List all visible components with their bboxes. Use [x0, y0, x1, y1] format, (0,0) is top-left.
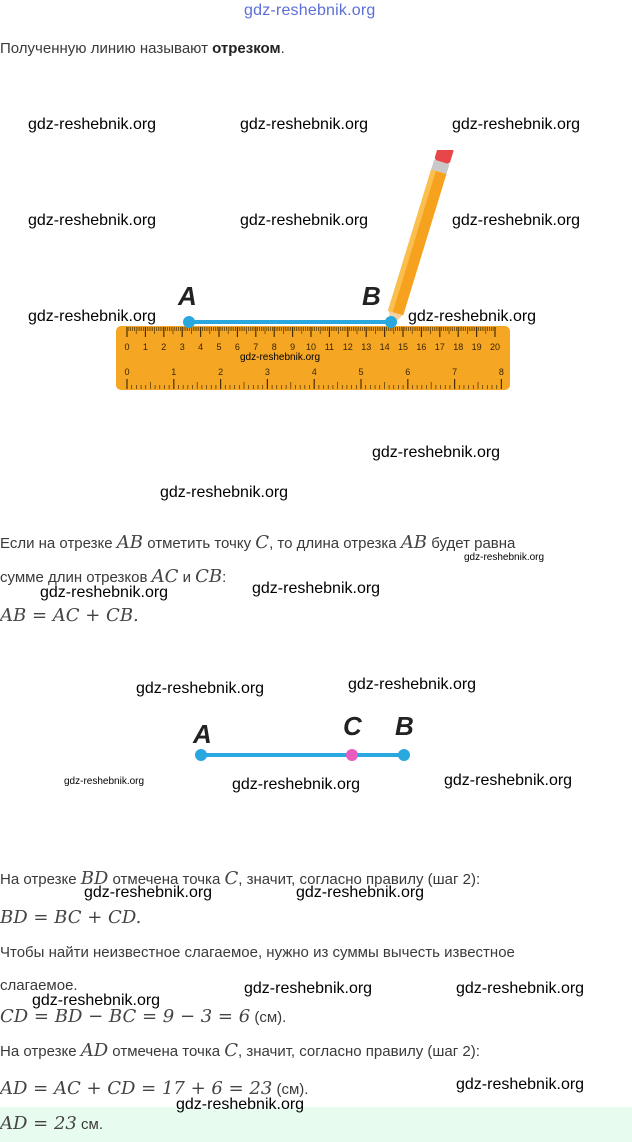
- formula2: BD = BC + CD.: [0, 907, 142, 928]
- ruler-top-label: 19: [471, 342, 482, 352]
- ruler-top-label: 5: [216, 342, 222, 352]
- p4-text: На отрезке: [0, 1043, 81, 1060]
- ruler-top-label: 2: [161, 342, 167, 352]
- answer-expr: AD = 23: [0, 1113, 77, 1134]
- p2-text: На отрезке: [0, 871, 81, 888]
- p1-math-ac: AC: [151, 566, 179, 587]
- ruler-top-label: 17: [434, 342, 445, 352]
- segment-label-a: A: [193, 719, 212, 749]
- ruler-top-label: 10: [305, 342, 317, 352]
- formula3-unit: (см).: [250, 1009, 287, 1026]
- ruler-bottom-label: 5: [358, 367, 364, 377]
- ruler-top-label: 8: [271, 342, 277, 352]
- p2-text: , значит, согласно правилу (шаг 2):: [238, 871, 481, 888]
- watermark: gdz-reshebnik.org: [296, 884, 425, 901]
- ruler-top-label: 15: [397, 342, 409, 352]
- answer: [0, 1113, 103, 1134]
- formula4-expr: AD = AC + CD = 17 + 6 = 23: [0, 1078, 273, 1099]
- header-watermark: gdz-reshebnik.org: [244, 2, 376, 19]
- p1-text: :: [222, 569, 227, 586]
- segment-figure: [185, 705, 425, 775]
- pencil-icon: [383, 150, 454, 331]
- ruler-top-label: 13: [361, 342, 372, 352]
- segment-point-a: [195, 749, 207, 761]
- watermark: gdz-reshebnik.org: [240, 116, 369, 133]
- paragraph3-line2: слагаемое.: [0, 977, 78, 994]
- formula3-expr: CD = BD − BC = 9 − 3 = 6: [0, 1006, 251, 1027]
- p4-text: отмечена точка: [108, 1043, 225, 1060]
- ruler-bottom-label: 0: [124, 367, 130, 377]
- watermark: gdz-reshebnik.org: [240, 352, 321, 363]
- segment-point-c: [346, 749, 358, 761]
- watermark: gdz-reshebnik.org: [252, 580, 381, 597]
- watermark: gdz-reshebnik.org: [176, 1096, 305, 1113]
- segment-label-b: B: [395, 711, 414, 741]
- watermark: gdz-reshebnik.org: [240, 212, 369, 229]
- formula4-unit: (см).: [272, 1081, 309, 1098]
- paragraph1-line1: [0, 532, 515, 553]
- ruler-bottom-label: 2: [218, 367, 224, 377]
- intro-text: [0, 40, 285, 57]
- watermark: gdz-reshebnik.org: [232, 776, 361, 793]
- p1-math-c: C: [255, 532, 270, 553]
- watermark: gdz-reshebnik.org: [28, 116, 157, 133]
- p1-math-cb: CB: [195, 566, 223, 587]
- segment-point-b: [398, 749, 410, 761]
- p4-text: , значит, согласно правилу (шаг 2):: [238, 1043, 480, 1060]
- ruler-top-label: 12: [342, 342, 353, 352]
- p2-text: отмечена точка: [108, 871, 225, 888]
- ruler-bottom-label: 8: [498, 367, 504, 377]
- watermark: gdz-reshebnik.org: [32, 992, 161, 1009]
- watermark: gdz-reshebnik.org: [348, 676, 477, 693]
- ruler-top-label: 11: [324, 342, 335, 352]
- intro-bold-term: отрезком: [212, 40, 281, 57]
- watermark: gdz-reshebnik.org: [160, 484, 289, 501]
- ruler-bottom-label: 3: [264, 367, 270, 377]
- watermark: gdz-reshebnik.org: [444, 772, 573, 789]
- formula1: AB = AC + CB.: [0, 605, 139, 626]
- p1-text: будет равна: [427, 535, 516, 552]
- p1-text: и: [178, 569, 196, 586]
- watermark: gdz-reshebnik.org: [464, 552, 545, 563]
- answer-unit: см.: [76, 1116, 104, 1133]
- ruler-top-label: 3: [179, 342, 185, 352]
- p1-text: Если на отрезке: [0, 535, 117, 552]
- watermark: gdz-reshebnik.org: [64, 776, 145, 787]
- point-b: [385, 316, 397, 328]
- ruler-top-label: 20: [489, 342, 501, 352]
- p1-text: , то длина отрезка: [269, 535, 401, 552]
- ruler-bottom-label: 6: [405, 367, 411, 377]
- ruler-label-a: A: [178, 281, 197, 311]
- intro-pre: Полученную линию называют: [0, 40, 213, 57]
- watermark: gdz-reshebnik.org: [456, 980, 585, 997]
- watermark: gdz-reshebnik.org: [372, 444, 501, 461]
- ruler-top-label: 1: [142, 342, 148, 352]
- p4-math-ad: AD: [80, 1040, 109, 1061]
- ruler-top-label: 9: [290, 342, 296, 352]
- watermark: gdz-reshebnik.org: [456, 1076, 585, 1093]
- p2-math-bd: BD: [80, 868, 109, 889]
- ruler-top-label: 7: [253, 342, 259, 352]
- watermark: gdz-reshebnik.org: [408, 308, 537, 325]
- ruler-top-label: 14: [379, 342, 390, 352]
- paragraph4: [0, 1040, 480, 1061]
- p1-math-ab: AB: [400, 532, 428, 553]
- p2-math-c: C: [224, 868, 239, 889]
- watermark: gdz-reshebnik.org: [452, 212, 581, 229]
- p1-text: отметить точку: [143, 535, 256, 552]
- ruler-bottom-label: 4: [311, 367, 317, 377]
- ruler-top-label: 4: [198, 342, 204, 352]
- segment-label-c: C: [343, 711, 362, 741]
- ruler-bottom-label: 7: [452, 367, 458, 377]
- intro-post: .: [280, 40, 285, 57]
- watermark: gdz-reshebnik.org: [28, 308, 157, 325]
- ruler-top-label: 16: [416, 342, 427, 352]
- ruler-bottom-label: 1: [171, 367, 177, 377]
- watermark: gdz-reshebnik.org: [84, 884, 213, 901]
- p1-text: сумме длин отрезков: [0, 569, 152, 586]
- point-a: [183, 316, 195, 328]
- p1-math-ab: AB: [116, 532, 144, 553]
- ruler-label-b: B: [362, 281, 381, 311]
- ruler-top-label: 6: [234, 342, 240, 352]
- paragraph3-line1: Чтобы найти неизвестное слагаемое, нужно из суммы вычесть известное: [0, 944, 515, 961]
- watermark: gdz-reshebnik.org: [40, 584, 169, 601]
- watermark: gdz-reshebnik.org: [452, 116, 581, 133]
- watermark: gdz-reshebnik.org: [136, 680, 265, 697]
- watermark: gdz-reshebnik.org: [244, 980, 373, 997]
- p4-math-c: C: [224, 1040, 239, 1061]
- ruler-top-label: 18: [453, 342, 464, 352]
- ruler-top-label: 0: [124, 342, 130, 352]
- ruler-top-scale: [124, 342, 500, 352]
- watermark: gdz-reshebnik.org: [28, 212, 157, 229]
